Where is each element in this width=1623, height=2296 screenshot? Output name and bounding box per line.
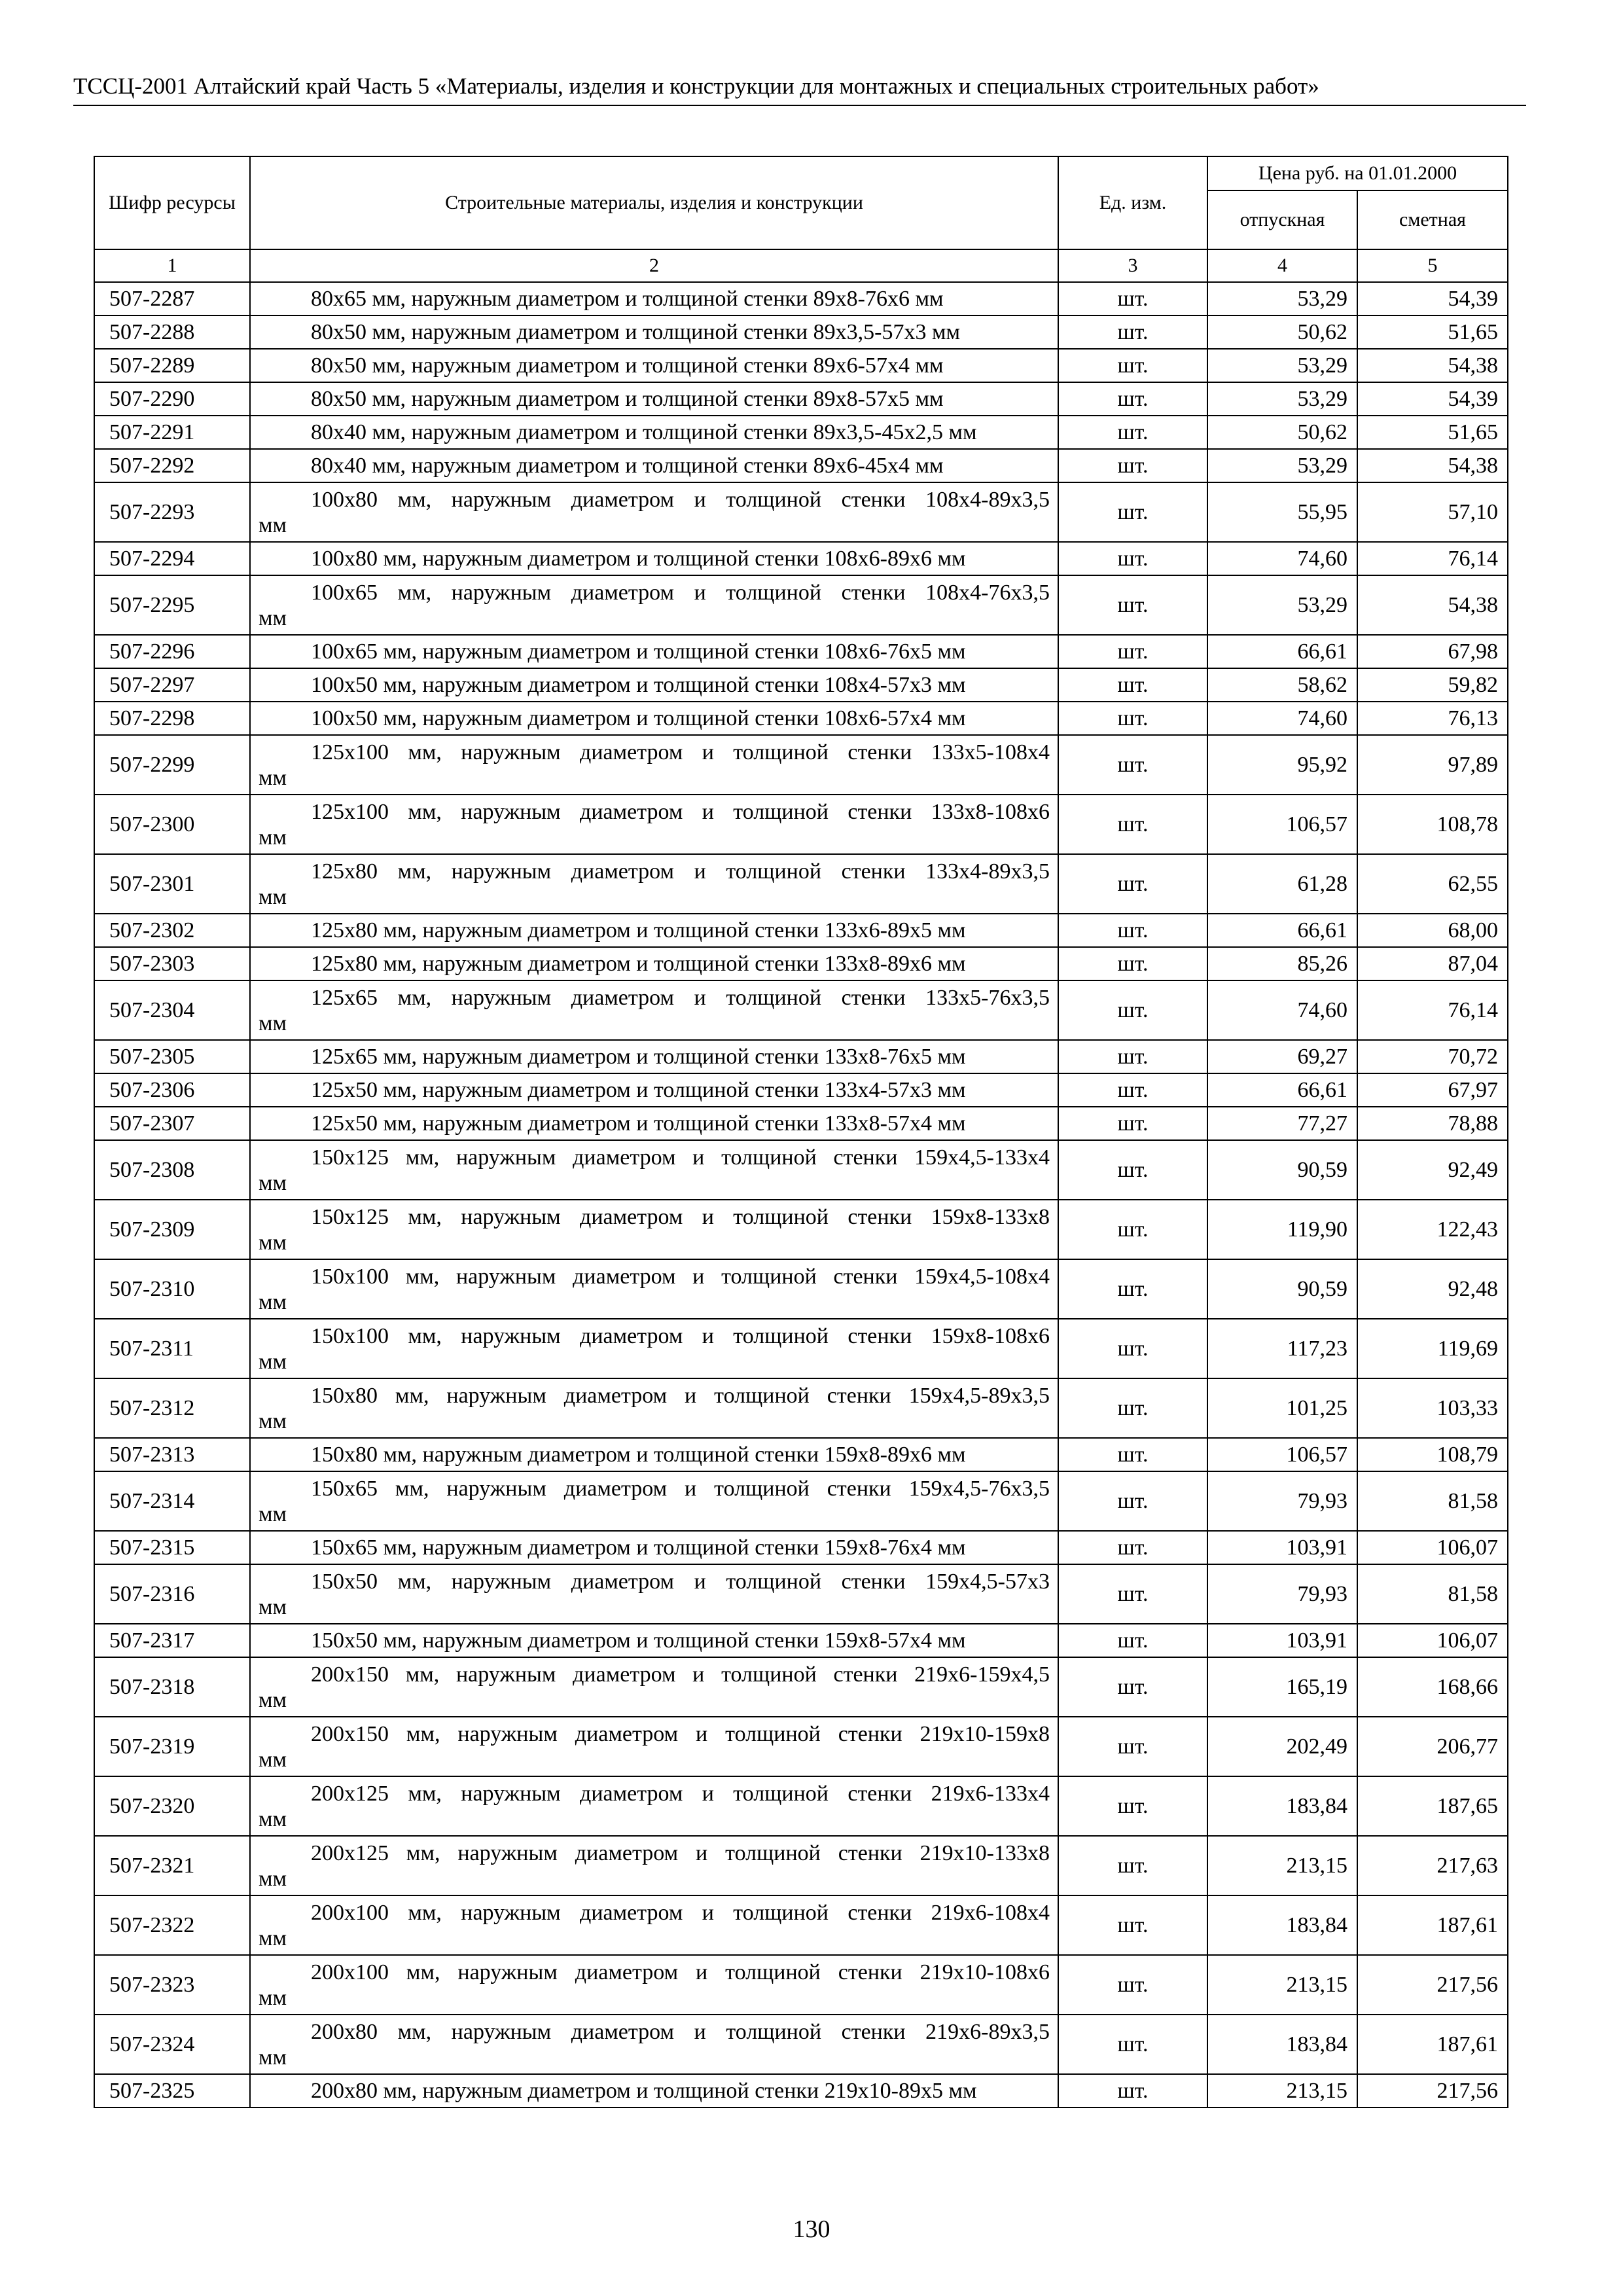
material-name-continuation: мм [259, 1408, 287, 1433]
unit-of-measure: шт. [1058, 1531, 1207, 1564]
estimate-price: 81,58 [1357, 1564, 1508, 1624]
estimate-price: 106,07 [1357, 1624, 1508, 1657]
material-name-continuation: мм [259, 765, 287, 790]
material-name [250, 1657, 1058, 1717]
estimate-price: 122,43 [1357, 1200, 1508, 1259]
material-name [250, 575, 1058, 635]
material-name-continuation: мм [259, 2045, 287, 2070]
unit-of-measure: шт. [1058, 854, 1207, 914]
resource-code: 507-2302 [94, 914, 250, 947]
estimate-price: 187,61 [1357, 2015, 1508, 2074]
unit-of-measure: шт. [1058, 1955, 1207, 2015]
material-name: 80x40 мм, наружным диаметром и толщиной стенки 89x6-45x4 мм [250, 449, 1058, 482]
material-name: 125x80 мм, наружным диаметром и толщиной стенки 133x6-89x5 мм [250, 914, 1058, 947]
material-name [250, 1717, 1058, 1776]
material-name-continuation: мм [259, 1747, 287, 1772]
resource-code: 507-2291 [94, 416, 250, 449]
material-name: 125x50 мм, наружным диаметром и толщиной стенки 133x4-57x3 мм [250, 1073, 1058, 1107]
material-name-line: 200x125 мм, наружным диаметром и толщиной стенки 219x10-133x8 [311, 1840, 1050, 1865]
estimate-price: 92,48 [1357, 1259, 1508, 1319]
material-name-continuation: мм [259, 605, 287, 630]
table-row [94, 1895, 1508, 1955]
release-price: 53,29 [1207, 575, 1357, 635]
material-name-line: 100x65 мм, наружным диаметром и толщиной стенки 108x4-76x3,5 [311, 580, 1050, 605]
material-name: 125x50 мм, наружным диаметром и толщиной стенки 133x8-57x4 мм [250, 1107, 1058, 1140]
release-price: 106,57 [1207, 795, 1357, 854]
resource-code: 507-2292 [94, 449, 250, 482]
unit-of-measure: шт. [1058, 1040, 1207, 1073]
material-name [250, 2015, 1058, 2074]
material-name: 100x80 мм, наружным диаметром и толщиной стенки 108x6-89x6 мм [250, 542, 1058, 575]
material-name: 80x50 мм, наружным диаметром и толщиной стенки 89x6-57x4 мм [250, 349, 1058, 382]
estimate-price: 168,66 [1357, 1657, 1508, 1717]
unit-of-measure: шт. [1058, 1438, 1207, 1471]
table-row [94, 1140, 1508, 1200]
material-name-line: 100x80 мм, наружным диаметром и толщиной стенки 108x4-89x3,5 [311, 487, 1050, 512]
unit-of-measure: шт. [1058, 1073, 1207, 1107]
table-row [94, 980, 1508, 1040]
material-name [250, 1836, 1058, 1895]
release-price: 53,29 [1207, 349, 1357, 382]
unit-of-measure: шт. [1058, 1200, 1207, 1259]
estimate-price: 108,79 [1357, 1438, 1508, 1471]
estimate-price: 87,04 [1357, 947, 1508, 980]
unit-of-measure: шт. [1058, 635, 1207, 668]
table-row [94, 416, 1508, 449]
release-price: 74,60 [1207, 542, 1357, 575]
resource-code: 507-2301 [94, 854, 250, 914]
resource-code: 507-2313 [94, 1438, 250, 1471]
estimate-price: 187,65 [1357, 1776, 1508, 1836]
estimate-price: 54,39 [1357, 382, 1508, 416]
material-name-line: 150x125 мм, наружным диаметром и толщиной стенки 159x8-133x8 [311, 1204, 1050, 1229]
table-row [94, 349, 1508, 382]
resource-code: 507-2304 [94, 980, 250, 1040]
release-price: 69,27 [1207, 1040, 1357, 1073]
estimate-price: 187,61 [1357, 1895, 1508, 1955]
resource-code: 507-2300 [94, 795, 250, 854]
table-row [94, 2015, 1508, 2074]
resource-code: 507-2309 [94, 1200, 250, 1259]
material-name-continuation: мм [259, 1170, 287, 1195]
material-name-line: 150x100 мм, наружным диаметром и толщиной стенки 159x8-108x6 [311, 1323, 1050, 1348]
estimate-price: 78,88 [1357, 1107, 1508, 1140]
column-number-5: 5 [1357, 249, 1508, 282]
estimate-price: 92,49 [1357, 1140, 1508, 1200]
estimate-price: 76,14 [1357, 980, 1508, 1040]
estimate-price: 217,56 [1357, 2074, 1508, 2108]
material-name-continuation: мм [259, 1011, 287, 1035]
material-name-continuation: мм [259, 512, 287, 537]
material-name-line: 200x80 мм, наружным диаметром и толщиной стенки 219x6-89x3,5 [311, 2019, 1050, 2044]
estimate-price: 67,98 [1357, 635, 1508, 668]
estimate-price: 97,89 [1357, 735, 1508, 795]
price-table [94, 156, 1508, 2108]
table-row [94, 575, 1508, 635]
material-name: 80x50 мм, наружным диаметром и толщиной стенки 89x3,5-57x3 мм [250, 315, 1058, 349]
material-name: 200x80 мм, наружным диаметром и толщиной стенки 219x10-89x5 мм [250, 2074, 1058, 2108]
resource-code: 507-2312 [94, 1378, 250, 1438]
release-price: 77,27 [1207, 1107, 1357, 1140]
release-price: 165,19 [1207, 1657, 1357, 1717]
material-name: 100x65 мм, наружным диаметром и толщиной стенки 108x6-76x5 мм [250, 635, 1058, 668]
table-row [94, 668, 1508, 702]
material-name [250, 482, 1058, 542]
unit-of-measure: шт. [1058, 1836, 1207, 1895]
unit-of-measure: шт. [1058, 449, 1207, 482]
unit-of-measure: шт. [1058, 2015, 1207, 2074]
estimate-price: 57,10 [1357, 482, 1508, 542]
material-name-continuation: мм [259, 1594, 287, 1619]
table-row [94, 1657, 1508, 1717]
resource-code: 507-2296 [94, 635, 250, 668]
unit-of-measure: шт. [1058, 1717, 1207, 1776]
header-estimate-price: сметная [1357, 190, 1508, 249]
column-number-4: 4 [1207, 249, 1357, 282]
resource-code: 507-2317 [94, 1624, 250, 1657]
estimate-price: 54,39 [1357, 282, 1508, 315]
table-row [94, 482, 1508, 542]
table-row [94, 854, 1508, 914]
material-name [250, 1955, 1058, 2015]
material-name [250, 1259, 1058, 1319]
resource-code: 507-2320 [94, 1776, 250, 1836]
material-name-continuation: мм [259, 1926, 287, 1950]
release-price: 119,90 [1207, 1200, 1357, 1259]
release-price: 53,29 [1207, 282, 1357, 315]
material-name [250, 795, 1058, 854]
resource-code: 507-2325 [94, 2074, 250, 2108]
table-row [94, 947, 1508, 980]
table-row [94, 1378, 1508, 1438]
release-price: 183,84 [1207, 1895, 1357, 1955]
release-price: 50,62 [1207, 315, 1357, 349]
unit-of-measure: шт. [1058, 1140, 1207, 1200]
estimate-price: 103,33 [1357, 1378, 1508, 1438]
unit-of-measure: шт. [1058, 980, 1207, 1040]
release-price: 74,60 [1207, 980, 1357, 1040]
material-name-line: 150x125 мм, наружным диаметром и толщиной стенки 159x4,5-133x4 [311, 1145, 1050, 1170]
resource-code: 507-2314 [94, 1471, 250, 1531]
unit-of-measure: шт. [1058, 947, 1207, 980]
resource-code: 507-2318 [94, 1657, 250, 1717]
table-row [94, 1836, 1508, 1895]
material-name: 80x65 мм, наружным диаметром и толщиной стенки 89x8-76x6 мм [250, 282, 1058, 315]
material-name [250, 1564, 1058, 1624]
unit-of-measure: шт. [1058, 2074, 1207, 2108]
material-name: 150x80 мм, наружным диаметром и толщиной стенки 159x8-89x6 мм [250, 1438, 1058, 1471]
material-name-continuation: мм [259, 1687, 287, 1712]
material-name-continuation: мм [259, 1806, 287, 1831]
table-row [94, 282, 1508, 315]
price-table-container [94, 156, 1507, 2108]
header-name: Строительные материалы, изделия и конструкции [250, 156, 1058, 249]
table-row [94, 449, 1508, 482]
unit-of-measure: шт. [1058, 735, 1207, 795]
resource-code: 507-2287 [94, 282, 250, 315]
estimate-price: 81,58 [1357, 1471, 1508, 1531]
resource-code: 507-2323 [94, 1955, 250, 2015]
material-name-line: 150x100 мм, наружным диаметром и толщиной стенки 159x4,5-108x4 [311, 1264, 1050, 1289]
unit-of-measure: шт. [1058, 542, 1207, 575]
unit-of-measure: шт. [1058, 1378, 1207, 1438]
release-price: 74,60 [1207, 702, 1357, 735]
table-row [94, 1776, 1508, 1836]
estimate-price: 106,07 [1357, 1531, 1508, 1564]
unit-of-measure: шт. [1058, 482, 1207, 542]
table-row [94, 1259, 1508, 1319]
release-price: 61,28 [1207, 854, 1357, 914]
resource-code: 507-2297 [94, 668, 250, 702]
resource-code: 507-2295 [94, 575, 250, 635]
material-name-line: 125x80 мм, наружным диаметром и толщиной стенки 133x4-89x3,5 [311, 859, 1050, 884]
table-row [94, 795, 1508, 854]
material-name: 80x50 мм, наружным диаметром и толщиной стенки 89x8-57x5 мм [250, 382, 1058, 416]
material-name-line: 150x50 мм, наружным диаметром и толщиной стенки 159x4,5-57x3 [311, 1569, 1050, 1594]
column-number-2: 2 [250, 249, 1058, 282]
table-row [94, 2074, 1508, 2108]
table-row [94, 1624, 1508, 1657]
header-release-price: отпускная [1207, 190, 1357, 249]
header-unit: Ед. изм. [1058, 156, 1207, 249]
release-price: 95,92 [1207, 735, 1357, 795]
table-row [94, 1564, 1508, 1624]
estimate-price: 108,78 [1357, 795, 1508, 854]
release-price: 85,26 [1207, 947, 1357, 980]
resource-code: 507-2293 [94, 482, 250, 542]
unit-of-measure: шт. [1058, 702, 1207, 735]
estimate-price: 217,63 [1357, 1836, 1508, 1895]
material-name-continuation: мм [259, 1230, 287, 1255]
material-name-line: 200x150 мм, наружным диаметром и толщиной стенки 219x10-159x8 [311, 1721, 1050, 1746]
table-row [94, 735, 1508, 795]
material-name [250, 1200, 1058, 1259]
material-name [250, 1378, 1058, 1438]
release-price: 66,61 [1207, 914, 1357, 947]
material-name: 80x40 мм, наружным диаметром и толщиной стенки 89x3,5-45x2,5 мм [250, 416, 1058, 449]
material-name-continuation: мм [259, 825, 287, 850]
release-price: 79,93 [1207, 1471, 1357, 1531]
unit-of-measure: шт. [1058, 1564, 1207, 1624]
release-price: 50,62 [1207, 416, 1357, 449]
table-row [94, 1438, 1508, 1471]
material-name-continuation: мм [259, 884, 287, 909]
material-name-line: 125x100 мм, наружным диаметром и толщиной стенки 133x5-108x4 [311, 740, 1050, 764]
material-name: 125x65 мм, наружным диаметром и толщиной стенки 133x8-76x5 мм [250, 1040, 1058, 1073]
resource-code: 507-2299 [94, 735, 250, 795]
material-name-line: 125x100 мм, наружным диаметром и толщиной стенки 133x8-108x6 [311, 799, 1050, 824]
estimate-price: 119,69 [1357, 1319, 1508, 1378]
release-price: 90,59 [1207, 1259, 1357, 1319]
resource-code: 507-2294 [94, 542, 250, 575]
resource-code: 507-2290 [94, 382, 250, 416]
unit-of-measure: шт. [1058, 282, 1207, 315]
resource-code: 507-2298 [94, 702, 250, 735]
resource-code: 507-2319 [94, 1717, 250, 1776]
material-name-line: 150x65 мм, наружным диаметром и толщиной стенки 159x4,5-76x3,5 [311, 1476, 1050, 1501]
material-name-line: 200x125 мм, наружным диаметром и толщиной стенки 219x6-133x4 [311, 1781, 1050, 1806]
estimate-price: 54,38 [1357, 575, 1508, 635]
material-name [250, 735, 1058, 795]
table-row [94, 1107, 1508, 1140]
material-name [250, 854, 1058, 914]
release-price: 101,25 [1207, 1378, 1357, 1438]
material-name-continuation: мм [259, 1289, 287, 1314]
estimate-price: 54,38 [1357, 349, 1508, 382]
material-name-line: 200x150 мм, наружным диаметром и толщиной стенки 219x6-159x4,5 [311, 1662, 1050, 1687]
table-row [94, 315, 1508, 349]
material-name-line: 200x100 мм, наружным диаметром и толщиной стенки 219x10-108x6 [311, 1960, 1050, 1984]
material-name-line: 125x65 мм, наружным диаметром и толщиной стенки 133x5-76x3,5 [311, 985, 1050, 1010]
resource-code: 507-2308 [94, 1140, 250, 1200]
table-row [94, 1319, 1508, 1378]
resource-code: 507-2311 [94, 1319, 250, 1378]
resource-code: 507-2303 [94, 947, 250, 980]
estimate-price: 68,00 [1357, 914, 1508, 947]
estimate-price: 54,38 [1357, 449, 1508, 482]
table-row [94, 1471, 1508, 1531]
material-name-continuation: мм [259, 1985, 287, 2010]
material-name: 125x80 мм, наружным диаметром и толщиной стенки 133x8-89x6 мм [250, 947, 1058, 980]
release-price: 183,84 [1207, 1776, 1357, 1836]
unit-of-measure: шт. [1058, 1319, 1207, 1378]
material-name-continuation: мм [259, 1501, 287, 1526]
release-price: 213,15 [1207, 2074, 1357, 2108]
material-name-line: 200x100 мм, наружным диаметром и толщиной стенки 219x6-108x4 [311, 1900, 1050, 1925]
release-price: 202,49 [1207, 1717, 1357, 1776]
release-price: 58,62 [1207, 668, 1357, 702]
material-name: 100x50 мм, наружным диаметром и толщиной стенки 108x4-57x3 мм [250, 668, 1058, 702]
unit-of-measure: шт. [1058, 668, 1207, 702]
unit-of-measure: шт. [1058, 1471, 1207, 1531]
table-row [94, 542, 1508, 575]
release-price: 53,29 [1207, 449, 1357, 482]
resource-code: 507-2316 [94, 1564, 250, 1624]
material-name: 100x50 мм, наружным диаметром и толщиной стенки 108x6-57x4 мм [250, 702, 1058, 735]
material-name [250, 1140, 1058, 1200]
estimate-price: 76,14 [1357, 542, 1508, 575]
release-price: 106,57 [1207, 1438, 1357, 1471]
release-price: 55,95 [1207, 482, 1357, 542]
resource-code: 507-2306 [94, 1073, 250, 1107]
unit-of-measure: шт. [1058, 914, 1207, 947]
resource-code: 507-2310 [94, 1259, 250, 1319]
table-row [94, 914, 1508, 947]
unit-of-measure: шт. [1058, 1259, 1207, 1319]
unit-of-measure: шт. [1058, 1776, 1207, 1836]
estimate-price: 51,65 [1357, 315, 1508, 349]
release-price: 117,23 [1207, 1319, 1357, 1378]
table-row [94, 1955, 1508, 2015]
table-row [94, 382, 1508, 416]
estimate-price: 217,56 [1357, 1955, 1508, 2015]
release-price: 53,29 [1207, 382, 1357, 416]
estimate-price: 206,77 [1357, 1717, 1508, 1776]
material-name-continuation: мм [259, 1349, 287, 1374]
unit-of-measure: шт. [1058, 349, 1207, 382]
table-row [94, 1717, 1508, 1776]
table-body [94, 282, 1508, 2108]
material-name: 150x50 мм, наружным диаметром и толщиной стенки 159x8-57x4 мм [250, 1624, 1058, 1657]
resource-code: 507-2322 [94, 1895, 250, 1955]
header-price-group: Цена руб. на 01.01.2000 [1207, 156, 1508, 190]
resource-code: 507-2305 [94, 1040, 250, 1073]
estimate-price: 51,65 [1357, 416, 1508, 449]
material-name [250, 980, 1058, 1040]
release-price: 79,93 [1207, 1564, 1357, 1624]
unit-of-measure: шт. [1058, 1895, 1207, 1955]
material-name [250, 1776, 1058, 1836]
table-row [94, 1073, 1508, 1107]
material-name [250, 1319, 1058, 1378]
unit-of-measure: шт. [1058, 795, 1207, 854]
resource-code: 507-2324 [94, 2015, 250, 2074]
page-header: ТССЦ-2001 Алтайский край Часть 5 «Материалы, изделия и конструкции для монтажных и специальных строительных работ» [73, 71, 1526, 106]
unit-of-measure: шт. [1058, 575, 1207, 635]
resource-code: 507-2315 [94, 1531, 250, 1564]
table-row [94, 635, 1508, 668]
release-price: 66,61 [1207, 1073, 1357, 1107]
table-row [94, 1531, 1508, 1564]
resource-code: 507-2288 [94, 315, 250, 349]
unit-of-measure: шт. [1058, 416, 1207, 449]
release-price: 103,91 [1207, 1624, 1357, 1657]
table-row [94, 702, 1508, 735]
estimate-price: 67,97 [1357, 1073, 1508, 1107]
resource-code: 507-2307 [94, 1107, 250, 1140]
estimate-price: 62,55 [1357, 854, 1508, 914]
column-number-1: 1 [94, 249, 250, 282]
resource-code: 507-2289 [94, 349, 250, 382]
release-price: 66,61 [1207, 635, 1357, 668]
page-number: 130 [793, 2215, 830, 2243]
material-name-continuation: мм [259, 1866, 287, 1891]
table-row [94, 1040, 1508, 1073]
column-number-3: 3 [1058, 249, 1207, 282]
release-price: 183,84 [1207, 2015, 1357, 2074]
material-name [250, 1471, 1058, 1531]
table-row [94, 1200, 1508, 1259]
release-price: 213,15 [1207, 1836, 1357, 1895]
resource-code: 507-2321 [94, 1836, 250, 1895]
unit-of-measure: шт. [1058, 1657, 1207, 1717]
material-name-line: 150x80 мм, наружным диаметром и толщиной стенки 159x4,5-89x3,5 [311, 1383, 1050, 1408]
estimate-price: 76,13 [1357, 702, 1508, 735]
estimate-price: 70,72 [1357, 1040, 1508, 1073]
header-code: Шифр ресурсы [94, 156, 250, 249]
estimate-price: 59,82 [1357, 668, 1508, 702]
release-price: 90,59 [1207, 1140, 1357, 1200]
unit-of-measure: шт. [1058, 1107, 1207, 1140]
unit-of-measure: шт. [1058, 1624, 1207, 1657]
material-name [250, 1895, 1058, 1955]
unit-of-measure: шт. [1058, 315, 1207, 349]
release-price: 103,91 [1207, 1531, 1357, 1564]
material-name: 150x65 мм, наружным диаметром и толщиной стенки 159x8-76x4 мм [250, 1531, 1058, 1564]
unit-of-measure: шт. [1058, 382, 1207, 416]
release-price: 213,15 [1207, 1955, 1357, 2015]
